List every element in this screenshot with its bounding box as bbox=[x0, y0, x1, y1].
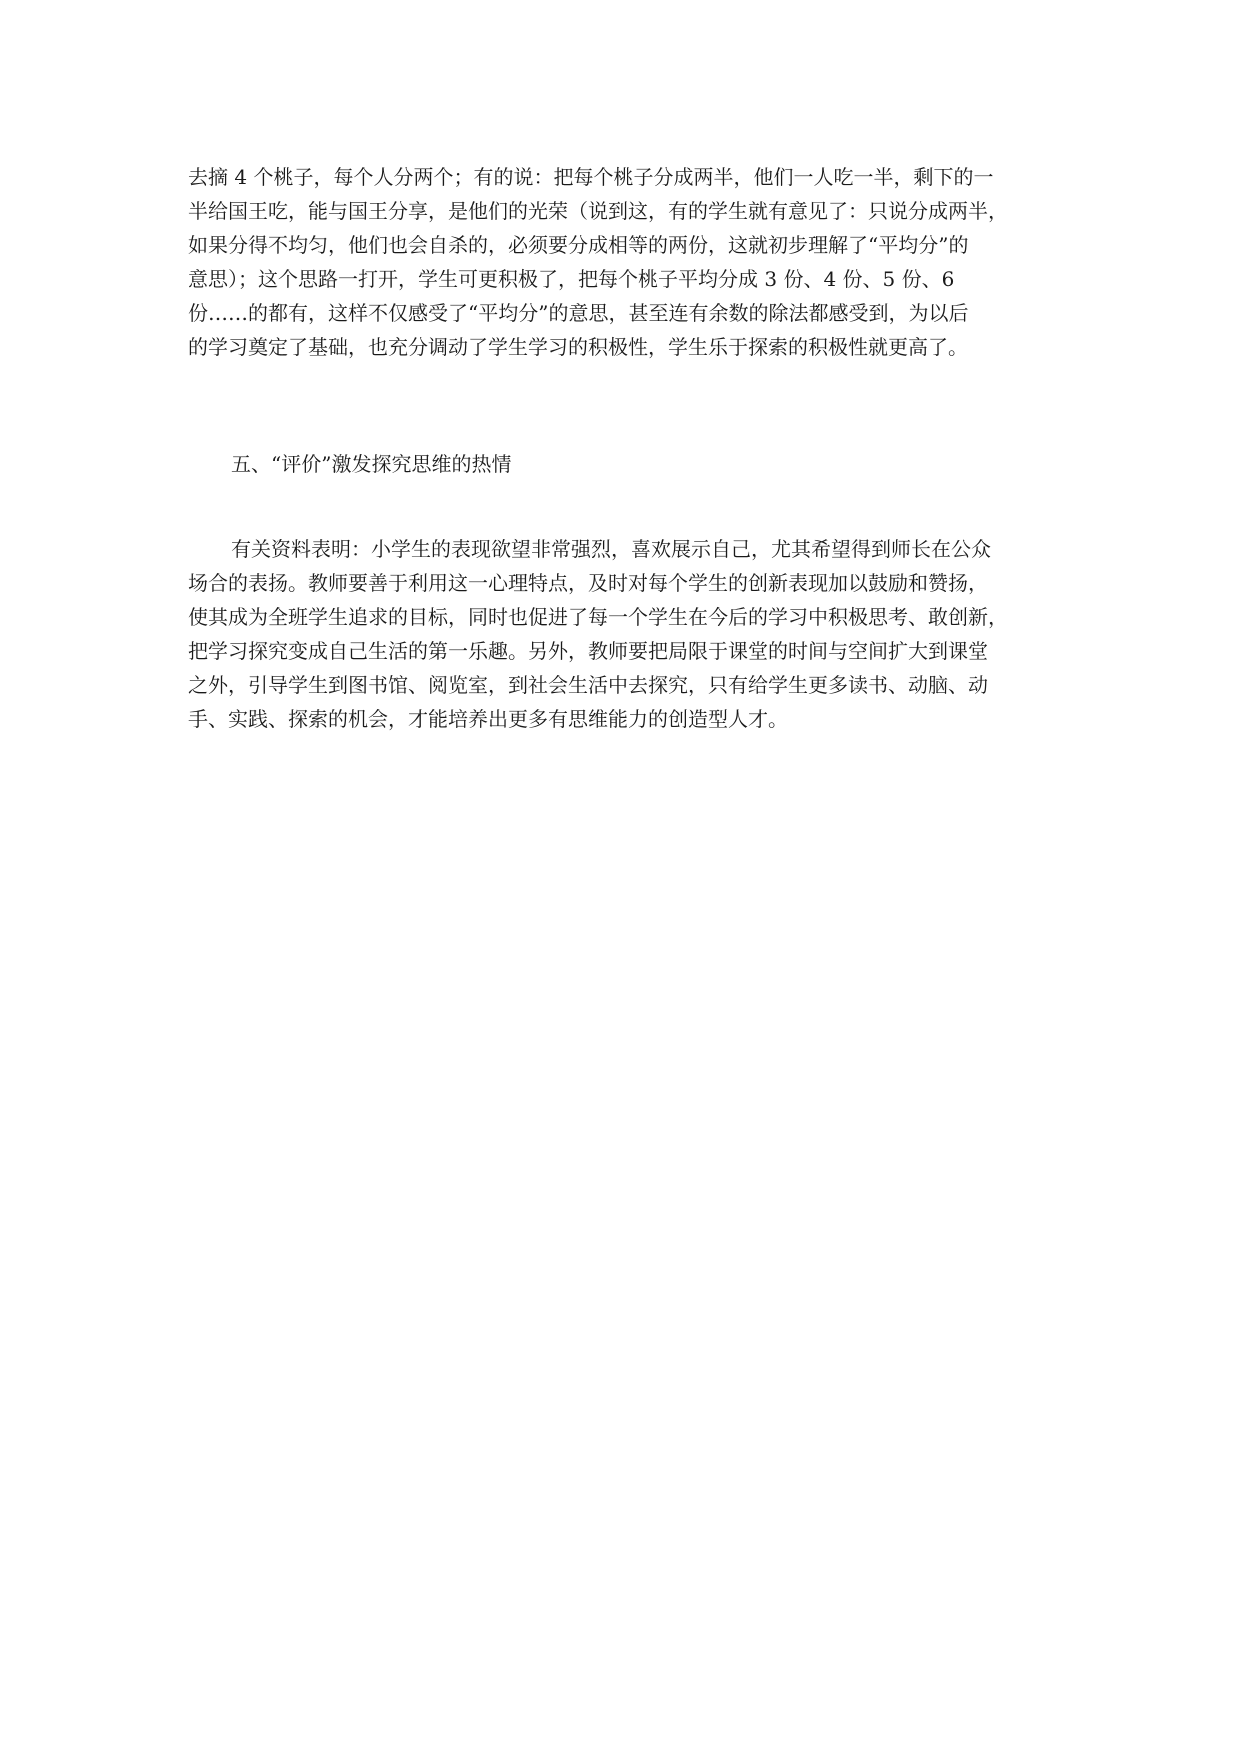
text-line: 手、实践、探索的机会，才能培养出更多有思维能力的创造型人才。 bbox=[188, 707, 788, 731]
text-line: 有关资料表明：小学生的表现欲望非常强烈，喜欢展示自己，尤其希望得到师长在公众 bbox=[231, 537, 991, 561]
text-line: 半给国王吃，能与国王分享，是他们的光荣（说到这，有的学生就有意见了：只说分成两半， bbox=[188, 199, 1008, 223]
section-heading bbox=[188, 447, 1058, 481]
text-line: 如果分得不均匀，他们也会自杀的，必须要分成相等的两份，这就初步理解了“平均分”的 bbox=[188, 233, 969, 257]
text-line: 使其成为全班学生追求的目标，同时也促进了每一个学生在今后的学习中积极思考、敢创新， bbox=[188, 605, 1008, 629]
text-line: 份……的都有，这样不仅感受了“平均分”的意思，甚至连有余数的除法都感受到，为以后 bbox=[188, 301, 969, 325]
paragraph-evaluation bbox=[188, 532, 1058, 736]
paragraph-peach-sharing bbox=[188, 160, 1058, 364]
section-heading-text: 五、“评价”激发探究思维的热情 bbox=[231, 452, 512, 476]
text-line: 的学习奠定了基础，也充分调动了学生学习的积极性，学生乐于探索的积极性就更高了。 bbox=[188, 335, 968, 359]
text-line: 场合的表扬。教师要善于利用这一心理特点，及时对每个学生的创新表现加以鼓励和赞扬， bbox=[188, 571, 988, 595]
text-line: 去摘 4 个桃子，每个人分两个；有的说：把每个桃子分成两半，他们一人吃一半，剩下的一 bbox=[188, 165, 994, 189]
text-line: 意思）；这个思路一打开，学生可更积极了，把每个桃子平均分成 3 份、4 份、5 份、6 bbox=[188, 267, 955, 291]
text-line: 把学习探究变成自己生活的第一乐趣。另外，教师要把局限于课堂的时间与空间扩大到课堂 bbox=[188, 639, 988, 663]
text-line: 之外，引导学生到图书馆、阅览室，到社会生活中去探究，只有给学生更多读书、动脑、动 bbox=[188, 673, 988, 697]
